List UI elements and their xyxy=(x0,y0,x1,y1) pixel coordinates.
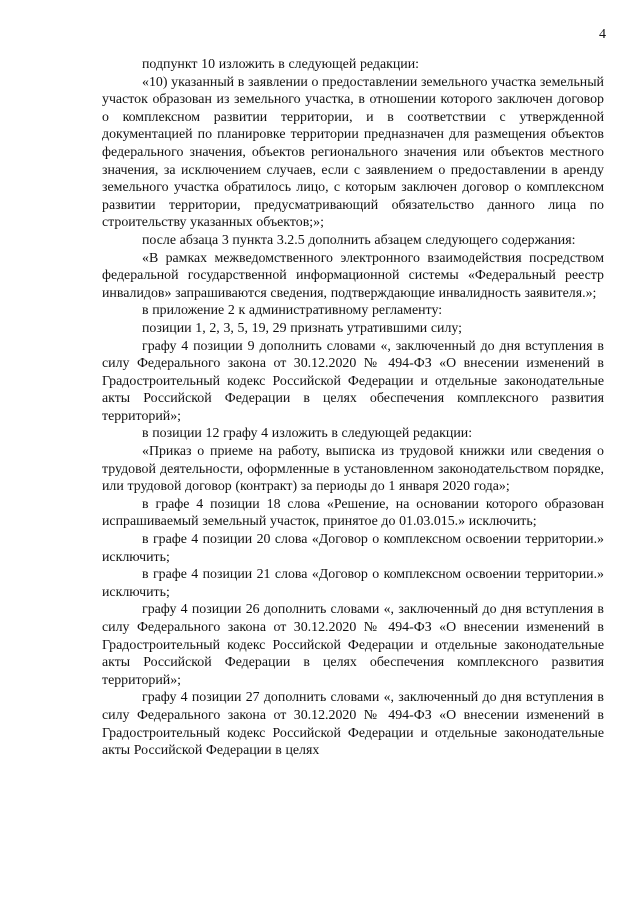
paragraph: графу 4 позиции 9 дополнить словами «, заключенный до дня вступления в силу Федерального закона от 30.12.2020 № 494-ФЗ «О внесении изменений в Градостроительный кодекс Российской Федерации и отдельные законодательные акты Российской Федерации в целях обеспечения комплексного развития территорий»; xyxy=(102,338,604,424)
paragraph: позиции 1, 2, 3, 5, 19, 29 признать утратившими силу; xyxy=(142,320,463,336)
paragraph: после абзаца 3 пункта 3.2.5 дополнить абзацем следующего содержания: xyxy=(142,232,576,248)
paragraph: «10) указанный в заявлении о предоставлении земельного участка земельный участок образован из земельного участка, в отношении которого заключен договор о комплексном развитии территории, и в соответствии с утвержденной документацией по планировке территории предназначен для размещения объектов федерального значения, объектов регионального значения или объектов местного значения, за исключением случаев, если с заявлением о предоставлении в аренду земельного участка обратилось лицо, с которым заключен договор о комплексном развитии территории, предусматривающий обязательство данного лица по строительству указанных объектов;»; xyxy=(102,74,604,231)
paragraph: графу 4 позиции 26 дополнить словами «, заключенный до дня вступления в силу Федерального закона от 30.12.2020 № 494-ФЗ «О внесении изменений в Градостроительный кодекс Российской Федерации и отдельные законодательные акты Российской Федерации в целях обеспечения комплексного развития территорий»; xyxy=(102,602,604,688)
paragraph: графу 4 позиции 27 дополнить словами «, заключенный до дня вступления в силу Федерального закона от 30.12.2020 № 494-ФЗ «О внесении изменений в Градостроительный кодекс Российской Федерации и отдельные законодательные акты Российской Федерации в целях xyxy=(102,690,604,759)
paragraph: в графе 4 позиции 20 слова «Договор о комплексном освоении территории.» исключить; xyxy=(102,532,604,565)
paragraph: в графе 4 позиции 18 слова «Решение, на основании которого образован испрашиваемый земельный участок, принятое до 01.03.015.» исключить; xyxy=(102,496,604,530)
paragraph: подпункт 10 изложить в следующей редакции: xyxy=(142,57,420,72)
paragraph: «В рамках межведомственного электронного взаимодействия посредством федеральной государственной информационной системы «Федеральный реестр инвалидов» запрашиваются сведения, подтверждающие инвалидность заявителя.»; xyxy=(102,250,604,301)
paragraph: в приложение 2 к административному регламенту: xyxy=(142,303,443,319)
paragraph: в позиции 12 графу 4 изложить в следующей редакции: xyxy=(142,426,473,442)
page-number: 4 xyxy=(599,27,606,42)
document-body xyxy=(102,56,604,760)
paragraph: в графе 4 позиции 21 слова «Договор о комплексном освоении территории.» исключить; xyxy=(102,567,604,600)
paragraph: «Приказ о приеме на работу, выписка из трудовой книжки или сведения о трудовой деятельности, оформленные в установленном законодательством порядке, или трудовой договор (контракт) за периоды до 1 января 2020 года»; xyxy=(102,444,604,495)
